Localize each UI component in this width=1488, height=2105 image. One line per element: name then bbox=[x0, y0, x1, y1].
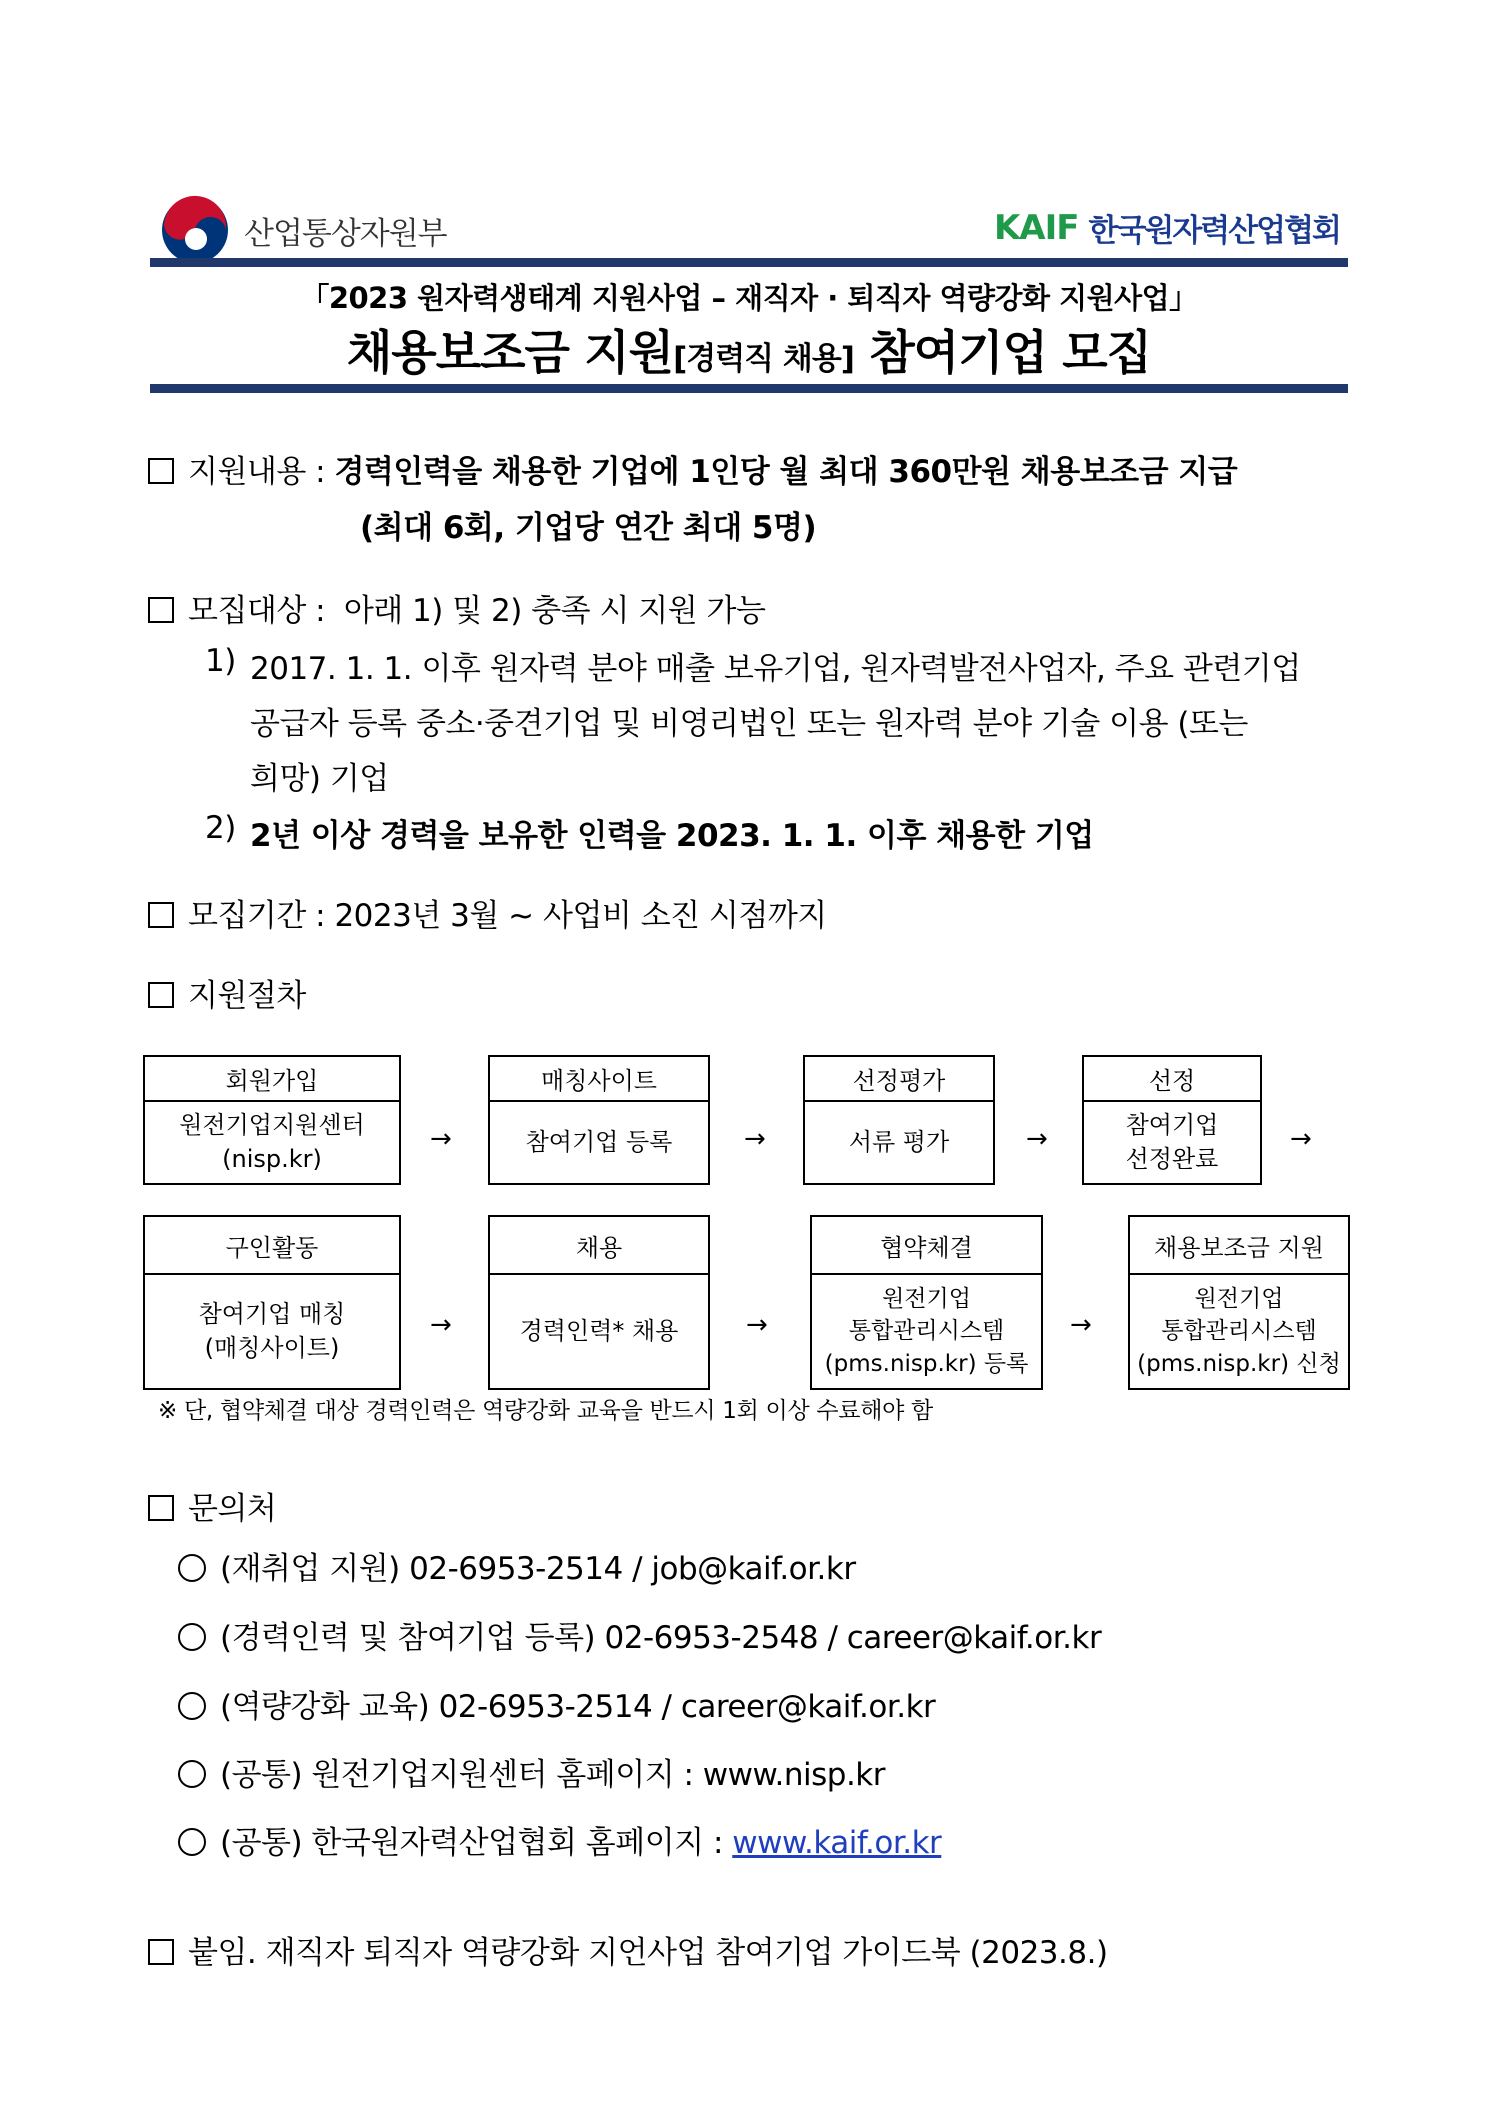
checkbox-bullet-icon bbox=[148, 982, 174, 1008]
contact-item-text: (재취업 지원) 02-6953-2514 / job@kaif.or.kr bbox=[220, 1551, 856, 1587]
taeguk-emblem-icon bbox=[160, 195, 230, 265]
target-line bbox=[148, 585, 765, 630]
flow-step-body bbox=[1084, 1102, 1260, 1183]
flow-step-body bbox=[805, 1102, 993, 1183]
flow-step-head: 협약체결 bbox=[812, 1217, 1041, 1275]
circle-bullet-icon bbox=[178, 1828, 206, 1856]
kaif-website-link[interactable]: www.kaif.or.kr bbox=[732, 1825, 942, 1861]
checkbox-bullet-icon bbox=[148, 902, 174, 928]
flow-step-6 bbox=[488, 1215, 710, 1390]
flow-step-1 bbox=[143, 1055, 401, 1185]
circle-bullet-icon bbox=[178, 1692, 206, 1720]
kaif-logo bbox=[994, 205, 1340, 250]
target-item1-line2: 공급자 등록 중소·중견기업 및 비영리법인 또는 원자력 분야 기술 이용 (또는 bbox=[250, 706, 1248, 742]
support-label: 지원내용 : bbox=[188, 454, 326, 490]
contact-item bbox=[178, 1817, 941, 1862]
title-end: 참여기업 모집 bbox=[869, 326, 1152, 381]
flow-step-head: 회원가입 bbox=[145, 1057, 399, 1102]
target-label: 모집대상 : bbox=[188, 593, 326, 629]
flow-step-body-line: 통합관리시스템 bbox=[848, 1318, 1005, 1345]
flow-step-body-line: (pms.nisp.kr) 신청 bbox=[1137, 1350, 1341, 1377]
flow-arrow: → bbox=[1026, 1124, 1048, 1154]
contact-item-text: (공통) 한국원자력산업협회 홈페이지 : bbox=[220, 1825, 733, 1861]
procedure-note: ※ 단, 협약체결 대상 경력인력은 역량강화 교육을 반드시 1회 이상 수료해야 함 bbox=[158, 1398, 933, 1424]
flow-step-body-line: 원전기업지원센터 bbox=[179, 1110, 365, 1139]
flow-step-3 bbox=[803, 1055, 995, 1185]
period-label: 모집기간 : bbox=[188, 898, 326, 934]
flow-step-body-line: 원전기업 bbox=[882, 1286, 971, 1313]
support-text: 경력인력을 채용한 기업에 1인당 월 최대 360만원 채용보조금 지급 bbox=[334, 454, 1238, 490]
title-main: 채용보조금 지원 bbox=[346, 326, 674, 381]
procedure-line bbox=[148, 970, 306, 1015]
flow-step-head: 채용 bbox=[490, 1217, 708, 1275]
contact-item bbox=[178, 1543, 856, 1588]
support-subtext: (최대 6회, 기업당 연간 최대 5명) bbox=[360, 510, 817, 546]
flow-step-head: 매칭사이트 bbox=[490, 1057, 708, 1102]
flow-step-body bbox=[145, 1102, 399, 1183]
flow-step-body-line: 서류 평가 bbox=[848, 1127, 950, 1156]
flow-step-body bbox=[812, 1275, 1041, 1388]
contact-item bbox=[178, 1612, 1101, 1657]
flow-step-body-line: 원전기업 bbox=[1194, 1286, 1284, 1313]
flow-arrow: → bbox=[746, 1310, 768, 1340]
flow-step-head: 선정평가 bbox=[805, 1057, 993, 1102]
flow-step-body-line: 참여기업 매칭 bbox=[198, 1299, 346, 1328]
target-item2-num: 2) bbox=[205, 810, 236, 846]
contact-label: 문의처 bbox=[188, 1491, 277, 1527]
flow-arrow: → bbox=[744, 1124, 766, 1154]
flow-step-body bbox=[490, 1102, 708, 1183]
document-subtitle: 「2023 원자력생태계 지원사업 – 재직자 · 퇴직자 역량강화 지원사업」 bbox=[300, 281, 1198, 315]
flow-step-body-line: 참여기업 등록 bbox=[525, 1127, 673, 1156]
contact-item-text: (역량강화 교육) 02-6953-2514 / career@kaif.or.kr bbox=[220, 1689, 936, 1725]
flow-arrow: → bbox=[1070, 1310, 1092, 1340]
kaif-mark: KAIF bbox=[993, 207, 1079, 248]
flow-step-body-line: (pms.nisp.kr) 등록 bbox=[824, 1350, 1029, 1377]
circle-bullet-icon bbox=[178, 1760, 206, 1788]
target-item1-num: 1) bbox=[205, 643, 236, 679]
flow-step-4 bbox=[1082, 1055, 1262, 1185]
support-line bbox=[148, 446, 1237, 491]
checkbox-bullet-icon bbox=[148, 597, 174, 623]
flow-step-2 bbox=[488, 1055, 710, 1185]
procedure-label: 지원절차 bbox=[188, 978, 306, 1014]
target-text: 아래 1) 및 2) 충족 시 지원 가능 bbox=[343, 593, 766, 629]
target-item1-line1: 2017. 1. 1. 이후 원자력 분야 매출 보유기업, 원자력발전사업자, 주요 관련기업 bbox=[250, 651, 1301, 687]
flow-step-body-line: 선정완료 bbox=[1125, 1144, 1219, 1173]
contact-line bbox=[148, 1483, 276, 1528]
flow-arrow: → bbox=[430, 1310, 452, 1340]
ministry-name: 산업통상자원부 bbox=[244, 215, 447, 252]
flow-step-7 bbox=[810, 1215, 1043, 1390]
flow-step-body-line: 경력인력* 채용 bbox=[519, 1316, 679, 1345]
flow-step-body-line: (nisp.kr) bbox=[222, 1144, 322, 1173]
target-item2-text: 2년 이상 경력을 보유한 인력을 2023. 1. 1. 이후 채용한 기업 bbox=[250, 818, 1094, 854]
attachment-text: 붙임. 재직자 퇴직자 역량강화 지언사업 참여기업 가이드북 (2023.8.) bbox=[188, 1935, 1108, 1971]
flow-step-8 bbox=[1128, 1215, 1350, 1390]
flow-arrow: → bbox=[430, 1124, 452, 1154]
header-rule-bottom bbox=[150, 384, 1348, 393]
flow-step-head: 채용보조금 지원 bbox=[1130, 1217, 1348, 1275]
flow-step-body-line: 참여기업 bbox=[1125, 1110, 1219, 1139]
target-item1-line3: 희망) 기업 bbox=[250, 761, 389, 797]
contact-item bbox=[178, 1681, 935, 1726]
flow-step-body bbox=[1130, 1275, 1348, 1388]
attachment-line bbox=[148, 1927, 1108, 1972]
flow-step-head: 선정 bbox=[1084, 1057, 1260, 1102]
checkbox-bullet-icon bbox=[148, 1495, 174, 1521]
document-title bbox=[150, 316, 1348, 383]
title-small: [경력직 채용] bbox=[673, 341, 854, 377]
period-text: 2023년 3월 ~ 사업비 소진 시점까지 bbox=[334, 898, 827, 934]
flow-step-head: 구인활동 bbox=[145, 1217, 399, 1275]
circle-bullet-icon bbox=[178, 1554, 206, 1582]
header-rule-top bbox=[150, 258, 1348, 267]
kaif-name: 한국원자력산업협회 bbox=[1088, 213, 1340, 249]
contact-item-text: (공통) 원전기업지원센터 홈페이지 : www.nisp.kr bbox=[220, 1757, 886, 1793]
contact-item-text: (경력인력 및 참여기업 등록) 02-6953-2548 / career@kaif.or.kr bbox=[220, 1620, 1102, 1656]
circle-bullet-icon bbox=[178, 1623, 206, 1651]
checkbox-bullet-icon bbox=[148, 458, 174, 484]
period-line bbox=[148, 890, 827, 935]
flow-step-5 bbox=[143, 1215, 401, 1390]
flow-step-body bbox=[490, 1275, 708, 1388]
flow-arrow: → bbox=[1290, 1124, 1312, 1154]
flow-step-body-line: 통합관리시스템 bbox=[1161, 1318, 1317, 1345]
flow-step-body bbox=[145, 1275, 399, 1388]
flow-step-body-line: (매칭사이트) bbox=[204, 1333, 340, 1362]
contact-item bbox=[178, 1749, 885, 1794]
checkbox-bullet-icon bbox=[148, 1939, 174, 1965]
